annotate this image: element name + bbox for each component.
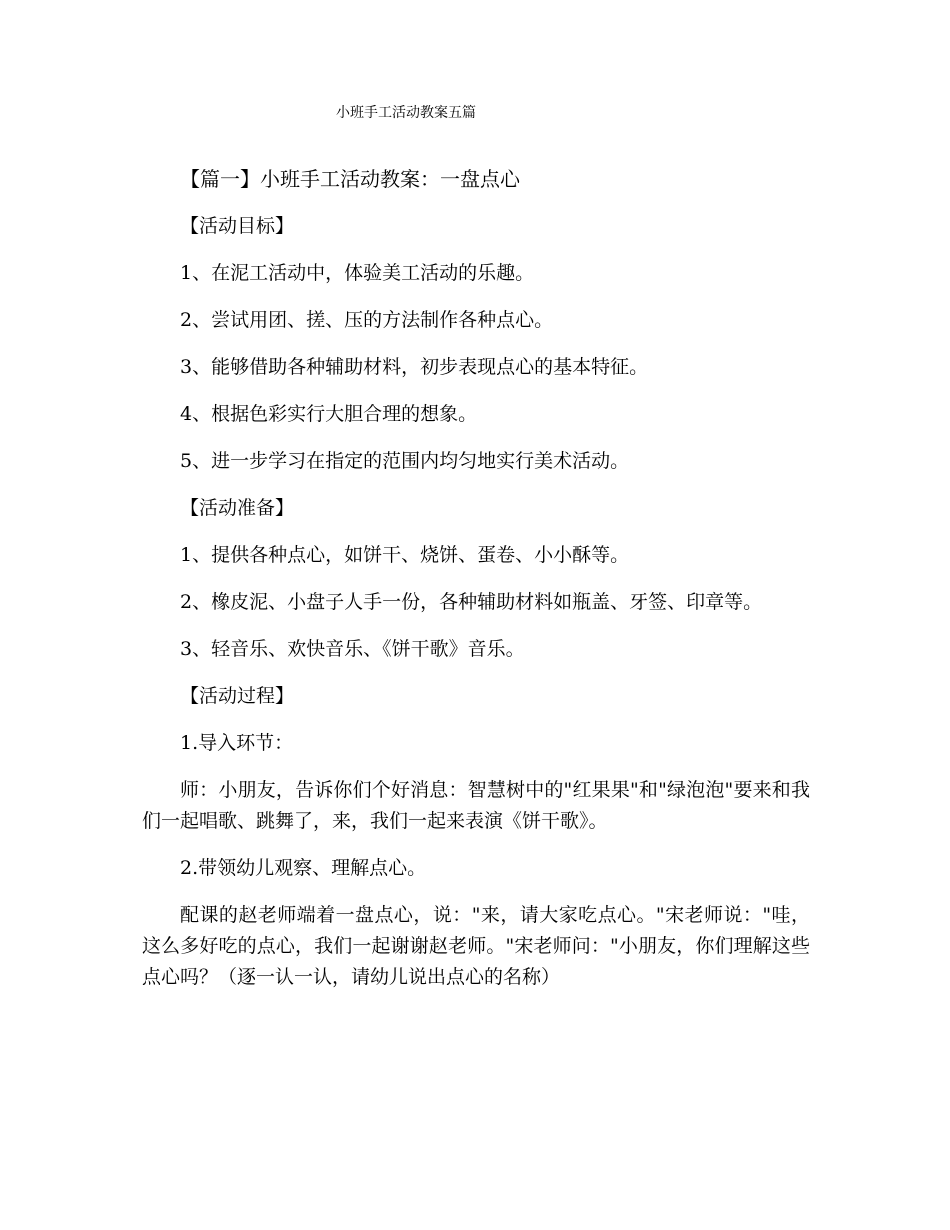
process-step: 1.导入环节： (180, 732, 294, 754)
subheading-preparation: 【活动准备】 (180, 497, 295, 519)
preparation-item: 2、橡皮泥、小盘子人手一份，各种辅助材料如瓶盖、牙签、印章等。 (180, 591, 763, 613)
goal-item: 1、在泥工活动中，体验美工活动的乐趣。 (180, 262, 535, 284)
goal-item: 3、能够借助各种辅助材料，初步表现点心的基本特征。 (180, 356, 649, 378)
process-step: 2.带领幼儿观察、理解点心。 (180, 857, 427, 879)
goal-item: 2、尝试用团、搓、压的方法制作各种点心。 (180, 309, 554, 331)
goal-item: 4、根据色彩实行大胆合理的想象。 (180, 403, 478, 425)
preparation-item: 1、提供各种点心，如饼干、烧饼、蛋卷、小小酥等。 (180, 544, 630, 566)
document-body (142, 164, 810, 1009)
section-heading: 【篇一】小班手工活动教案：一盘点心 (180, 167, 520, 191)
process-paragraph: 配课的赵老师端着一盘点心，说："来，请大家吃点心。"宋老师说："哇，这么多好吃的点心，我们一起谢谢赵老师。"宋老师问："小朋友，你们理解这些点心吗？（逐一认一认，请幼儿说出点心的名称） (142, 904, 810, 988)
preparation-item: 3、轻音乐、欢快音乐、《饼干歌》音乐。 (180, 638, 525, 660)
subheading-goals: 【活动目标】 (180, 215, 295, 237)
subheading-process: 【活动过程】 (180, 685, 295, 707)
goal-item: 5、进一步学习在指定的范围内均匀地实行美术活动。 (180, 450, 630, 472)
process-paragraph: 师：小朋友，告诉你们个好消息：智慧树中的"红果果"和"绿泡泡"要来和我们一起唱歌、跳舞了，来，我们一起来表演《饼干歌》。 (142, 779, 810, 832)
document-title: 小班手工活动教案五篇 (336, 105, 476, 121)
